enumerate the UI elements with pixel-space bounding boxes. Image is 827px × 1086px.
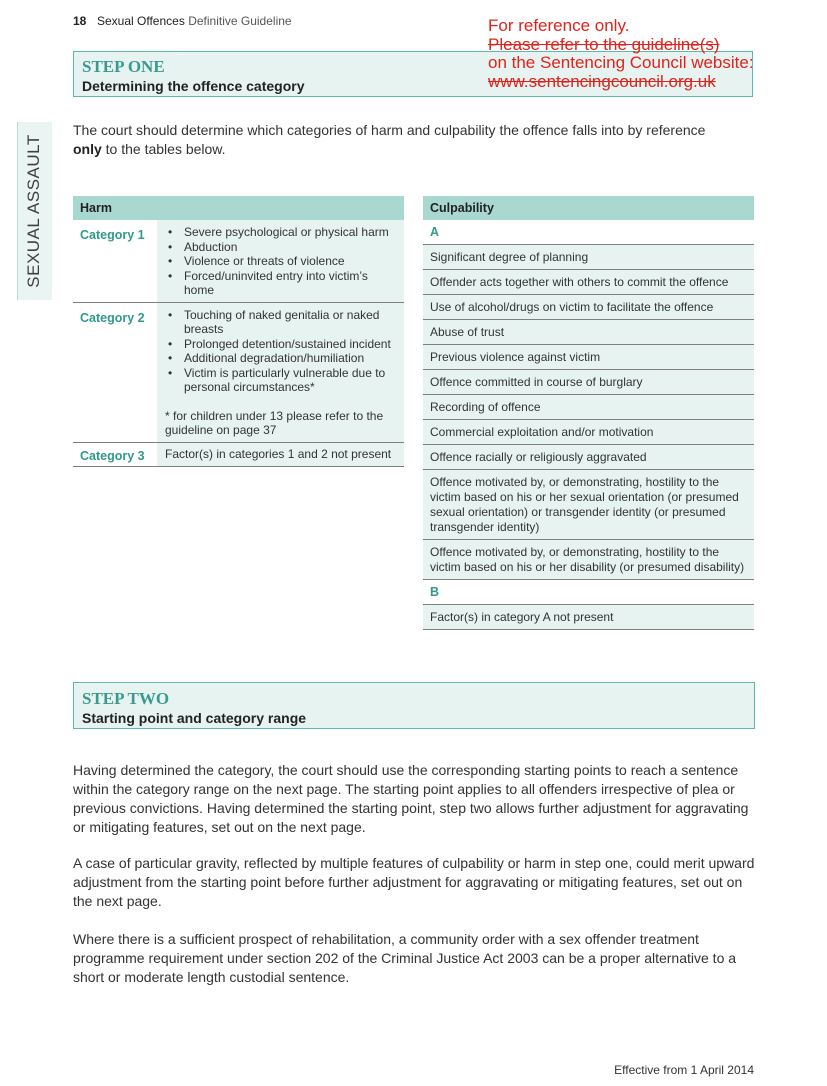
reference-note-line2: Please refer to the guideline(s) [488,34,720,54]
harm-category-row [73,443,404,468]
culpability-factor: Recording of offence [423,395,754,420]
running-header [97,14,292,28]
effective-date: Effective from 1 April 2014 [614,1063,754,1077]
step-two-label: STEP TWO [82,689,170,708]
culpability-factor: Offence committed in course of burglary [423,370,754,395]
culpability-factor: Significant degree of planning [423,245,754,270]
culpability-factor: Offender acts together with others to commit the offence [423,270,754,295]
reference-note-line1: For reference only. [488,16,630,35]
culpability-factor: Offence racially or religiously aggravated [423,445,754,470]
culpability-table [423,196,754,630]
harm-category-items [157,220,404,302]
culpability-factor: Commercial exploitation and/or motivation [423,420,754,445]
intro-text: The court should determine which categories of harm and culpability the offence falls into by reference [73,122,706,138]
harm-category-row [73,220,404,303]
document-subtitle: Definitive Guideline [188,14,292,28]
culpability-factor: Factor(s) in category A not present [423,605,754,630]
harm-item: • Touching of naked genitalia or naked breasts [165,308,396,337]
harm-item: • Forced/uninvited entry into victim’s home [165,269,396,298]
harm-footnote: * for children under 13 please refer to the guideline on page 37 [165,408,384,437]
culpability-factor: Offence motivated by, or demonstrating, hostility to the victim based on his or her sexual orientation (or presumed sexual orientation) or transgender identity (or presumed transgender identity) [423,470,754,540]
harm-category-label: Category 1 [80,228,145,242]
harm-item: • Prolonged detention/sustained incident [165,337,396,352]
step-two-paragraph: A case of particular gravity, reflected by multiple features of culpability or harm in step one, could merit upward adjustment from the starting point before further adjustment for aggravating or mitigating features, set out on the next page. [73,855,755,909]
step-two-box [73,682,755,729]
step-two-title: Starting point and category range [82,710,307,726]
harm-item: • Severe psychological or physical harm [165,225,396,240]
step-one-intro [73,121,763,159]
step-one-title: Determining the offence category [82,78,305,94]
harm-item: • Additional degradation/humiliation [165,351,396,366]
harm-table-header: Harm [73,196,404,220]
reference-note [488,17,818,91]
harm-category-label: Category 3 [80,448,145,463]
harm-item: • Victim is particularly vulnerable due to personal circumstances* [165,366,396,395]
step-one-label: STEP ONE [82,57,165,76]
harm-category-label: Category 2 [80,310,145,325]
culpability-group-label: B [423,580,754,605]
harm-item: • Abduction [165,240,396,255]
intro-text-end: to the tables below. [101,141,226,157]
harm-table [73,196,404,467]
intro-emphasis: only [73,141,102,157]
culpability-factor: Previous violence against victim [423,345,754,370]
culpability-factor: Abuse of trust [423,320,754,345]
harm-item: • Violence or threats of violence [165,254,396,269]
culpability-factor: Use of alcohol/drugs on victim to facilitate the offence [423,295,754,320]
reference-note-line3: on the Sentencing Council website: [488,53,754,72]
document-title: Sexual Offences [97,14,185,28]
culpability-group-label: A [423,220,754,245]
step-two-paragraph: Where there is a sufficient prospect of rehabilitation, a community order with a sex offender treatment programme requirement under section 202 of the Criminal Justice Act 2003 can be a proper alternative to a short or moderate length custodial sentence. [73,931,737,985]
page-number: 18 [73,14,87,28]
culpability-table-header: Culpability [423,196,754,220]
harm-category-items [157,303,404,442]
step-two-paragraph: Having determined the category, the court should use the corresponding starting points to reach a sentence within the category range on the next page. The starting point applies to all offenders irrespective of plea or previous convictions. Having determined the starting point, step two allows further adjustment for aggravating or mitigating features, set out on the next page. [73,762,749,835]
harm-category-text: Factor(s) in categories 1 and 2 not present [157,443,404,467]
harm-category-row [73,303,404,443]
reference-note-url[interactable]: www.sentencingcouncil.org.uk [488,71,716,91]
section-tab-label: SEXUAL ASSAULT [24,134,43,288]
culpability-factor: Offence motivated by, or demonstrating, hostility to the victim based on his or her disability (or presumed disability) [423,540,754,580]
